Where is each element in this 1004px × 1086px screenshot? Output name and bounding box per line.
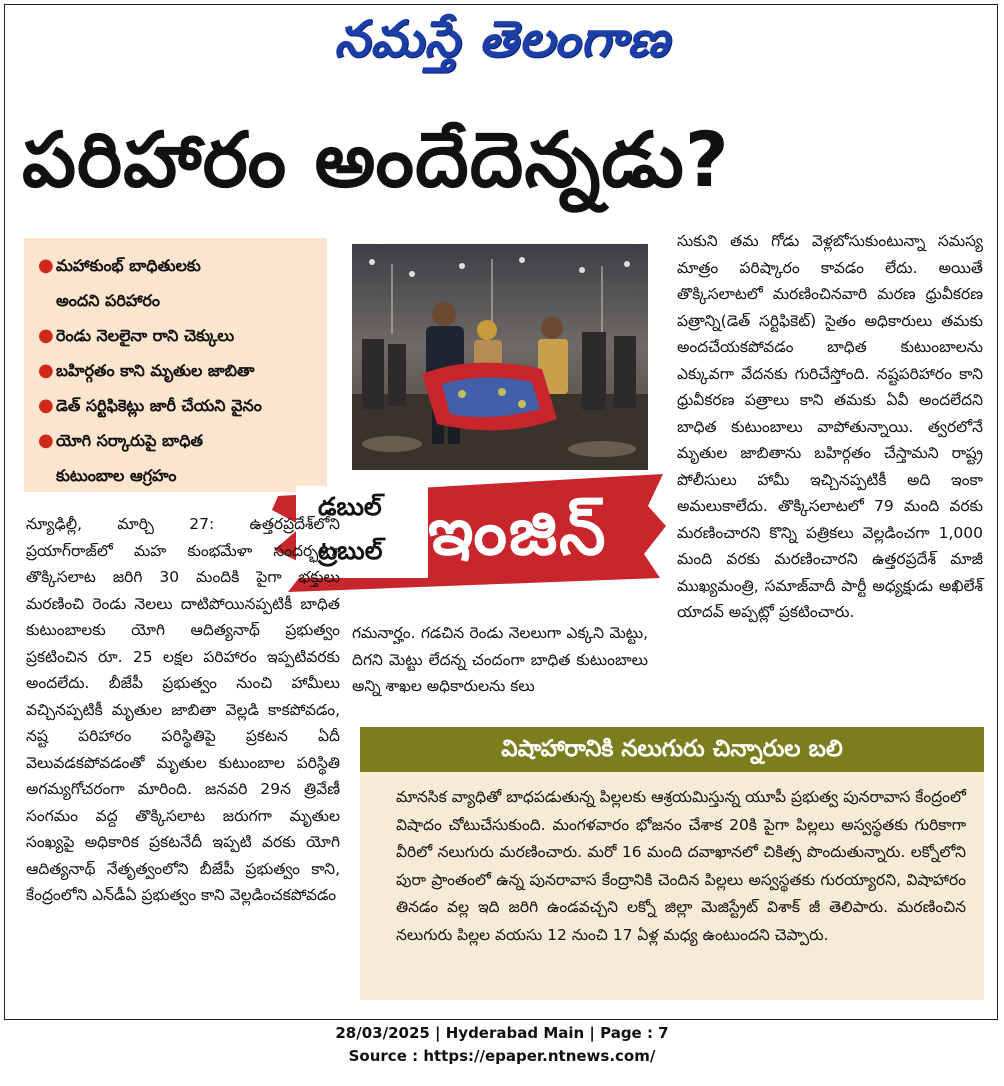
sidebar-text: మానసిక వ్యాధితో బాధపడుతున్న పిల్లలకు ఆశ్రయమిస్తున్న యూపీ ప్రభుత్వ పునరావాస కేంద్రంలో విషాదం చోటుచేసుకుంది. మంగళవారం భోజనం చేశాక 20కి పైగా పిల్లలు అస్వస్థతకు గురికాగా వీరిలో నలుగురు మరణించారు. మరో 16 మంది దవాఖానలో చికిత్స పొందుతున్నారు. లక్నోలోని పురా ప్రాంతంలో ఉన్న పునరావాస కేంద్రానికి చెందిన పిల్లలు అస్వస్థతకు గురయ్యారని, విషాహారం తినడం వల్ల ఇది జరిగి ఉండవచ్చని లక్నో జిల్లా మెజిస్ట్రేట్‌ విశాక్‌ జీ తెలిపారు. మరణించిన నలుగురు పిల్లల వయసు 12 నుంచి 17 ఏళ్ల మధ్య ఉంటుందని చెప్పారు.: [396, 788, 966, 944]
highlight-text: అందని పరిహారం: [56, 291, 161, 310]
article-text: సుకుని తమ గోడు వెళ్లబోసుకుంటున్నా సమస్య మాత్రం పరిష్కారం కావడం లేదు. అయితే తొక్కిసలాటలో మరణించినవారి మరణ ధ్రువీకరణ పత్రాన్ని(డెత్‌ సర్టిఫికెట్‌) సైతం అధికారులు తమకు అందచేయకపోవడం బాధిత కుటుంబాలను ఎక్కువగా వేదనకు గురిచేస్తోంది. నష్టపరిహారం కాని ధ్రువీకరణ పత్రాలు కాని తమకు ఏవీ అందలేదని బాధిత కుటుంబాలు వాపోతున్నాయి. త్వరలోనే మృతుల జాబితాను బహిర్గతం చేస్తామని రాష్ట్ర పోలీసులు హామీ ఇచ్చినప్పటికీ అది ఇంకా అమలుకాలేదు. తొక్కిసలాటలో 79 మంది వరకు మరణించారని కొన్ని పత్రికలు వెల్లడించగా 1,000 మంది వరకు మరణించారని ఉత్తరప్రదేశ్‌ మాజీ ముఖ్యమంత్రి, సమాజ్‌వాదీ పార్టీ అధ్యక్షుడు అఖిలేశ్‌ యాదవ్‌ అప్పట్లో ప్రకటించారు.: [677, 232, 983, 621]
highlight-text: కుటుంబాల ఆగ్రహం: [56, 466, 177, 485]
headline: పరిహారం అందేదెన్నడు?: [22, 115, 730, 204]
banner-word-double: డబుల్‌: [318, 492, 382, 521]
bullet-icon: ●: [38, 430, 54, 451]
banner-word-engine: ఇంజిన్‌: [428, 493, 608, 570]
footer-date-edition: 28/03/2025 | Hyderabad Main | Page : 7: [335, 1024, 669, 1042]
highlight-text: డెత్‌ సర్టిఫికెట్లు జారీ చేయని వైనం: [56, 396, 262, 415]
article-column-3: [677, 228, 983, 626]
article-text: న్యూఢిల్లీ, మార్చి 27: ఉత్తరప్రదేశ్‌లోని ప్రయాగ్‌రాజ్‌లో మహ కుంభమేళా సందర్భంగా తొక్కిసలాట జరిగి 30 మందికి పైగా భక్తులు మరణించి రెండు నెలలు దాటిపోయినప్పటికీ బాధిత కుటుంబాలకు యోగి ఆదిత్యనాథ్‌ ప్రభుత్వం ప్రకటించిన రూ. 25 లక్షల పరిహారం ఇప్పటివరకు అందలేదు. బీజేపీ ప్రభుత్వం నుంచి హామీలు వచ్చినప్పటికీ మృతుల జాబితా వెల్లడి కాకపోవడం, నష్ట పరిహారం పరిస్థితిపై ప్రకటన ఏదీ వెలువడకపోవడంతో మృతుల కుటుంబాల పరిస్థితి అగమ్యగోచరంగా మారింది. జనవరి 29న త్రివేణీ సంగమం వద్ద తొక్కిసలాట జరుగగా మృతుల సంఖ్యపై అధికారిక ప్రకటనేదీ ఇప్పటి వరకు యోగి ఆదిత్యనాథ్‌ నేతృత్వంలోని బీజేపీ ప్రభుత్వం కాని, కేంద్రంలోని ఎన్‌డీఏ ప్రభుత్వం కాని వెల్లడించకపోవడం: [26, 515, 340, 904]
bullet-icon: ●: [38, 255, 54, 276]
highlight-item: [38, 283, 321, 318]
news-photo-image: [352, 244, 648, 470]
banner-word-trouble: ట్రబుల్‌: [318, 536, 383, 565]
highlight-text: యోగి సర్కారుపై బాధిత: [56, 431, 203, 450]
highlights-box: [24, 238, 327, 492]
bullet-icon: ●: [38, 360, 54, 381]
highlight-text: మహాకుంభ్‌ బాధితులకు: [56, 256, 201, 275]
sidebar-story: [360, 772, 984, 1000]
footer: [0, 1022, 1004, 1068]
highlight-item: [38, 388, 321, 423]
highlight-text: రెండు నెలలైనా రాని చెక్కులు: [56, 326, 235, 345]
bullet-icon: ●: [38, 325, 54, 346]
article-column-2: [352, 620, 648, 700]
highlight-text: బహిర్గతం కాని మృతుల జాబితా: [56, 361, 255, 380]
article-column-1: [26, 511, 340, 909]
highlight-item: [38, 353, 321, 388]
highlight-item: [38, 248, 321, 283]
highlight-item: [38, 423, 321, 458]
sidebar-headline: విషాహారానికి నలుగురు చిన్నారుల బలి: [360, 727, 984, 772]
masthead-logo: నమస్తే తెలంగాణ: [334, 10, 670, 68]
news-photo: [352, 244, 648, 470]
bullet-icon: ●: [38, 395, 54, 416]
highlight-item: [38, 318, 321, 353]
footer-source: Source : https://epaper.ntnews.com/: [348, 1047, 656, 1065]
article-text: గమనార్హం. గడచిన రెండు నెలలుగా ఎక్కని మెట్టు, దిగని మెట్టు లేదన్న చందంగా బాధిత కుటుంబాలు అన్ని శాఖల అధికారులను కలు: [352, 624, 648, 695]
